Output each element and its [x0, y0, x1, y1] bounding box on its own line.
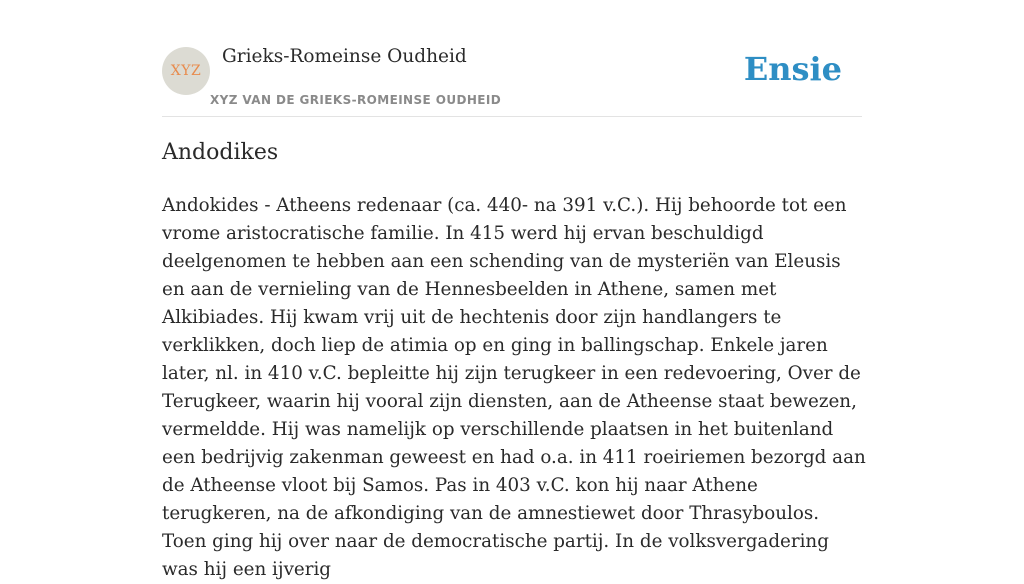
ensie-logo-link[interactable]: Ensie: [743, 50, 842, 88]
source-avatar[interactable]: XYZ: [162, 47, 210, 95]
source-subtitle: XYZ VAN DE GRIEKS-ROMEINSE OUDHEID: [210, 93, 502, 107]
header: [162, 40, 862, 117]
source-title-link[interactable]: Grieks-Romeinse Oudheid: [222, 46, 467, 67]
article-title: Andodikes: [162, 140, 279, 165]
article-body: Andokides - Atheens redenaar (ca. 440- na 391 v.C.). Hij behoorde tot een vrome aristocratische familie. In 415 werd hij ervan beschuldigd deelgenomen te hebben aan een schending van de mysteriën van Eleusis en aan de vernieling van de Hennesbeelden in Athene, samen met Alkibiades. Hij kwam vrij uit de hechtenis door zijn handlangers te verklikken, doch liep de atimia op en ging in ballingschap. Enkele jaren later, nl. in 410 v.C. bepleitte hij zijn terugkeer in een redevoering, Over de Terugkeer, waarin hij vooral zijn diensten, aan de Atheense staat bewezen, vermeldde. Hij was namelijk op verschillende plaatsen in het buitenland een bedrijvig zakenman geweest en had o.a. in 411 roeiriemen bezorgd aan de Atheense vloot bij Samos. Pas in 403 v.C. kon hij naar Athene terugkeren, na de afkondiging van de amnestiewet door Thrasyboulos. Toen ging hij over naar de democratische partij. In de volksvergadering was hij een ijverig: [162, 195, 866, 580]
